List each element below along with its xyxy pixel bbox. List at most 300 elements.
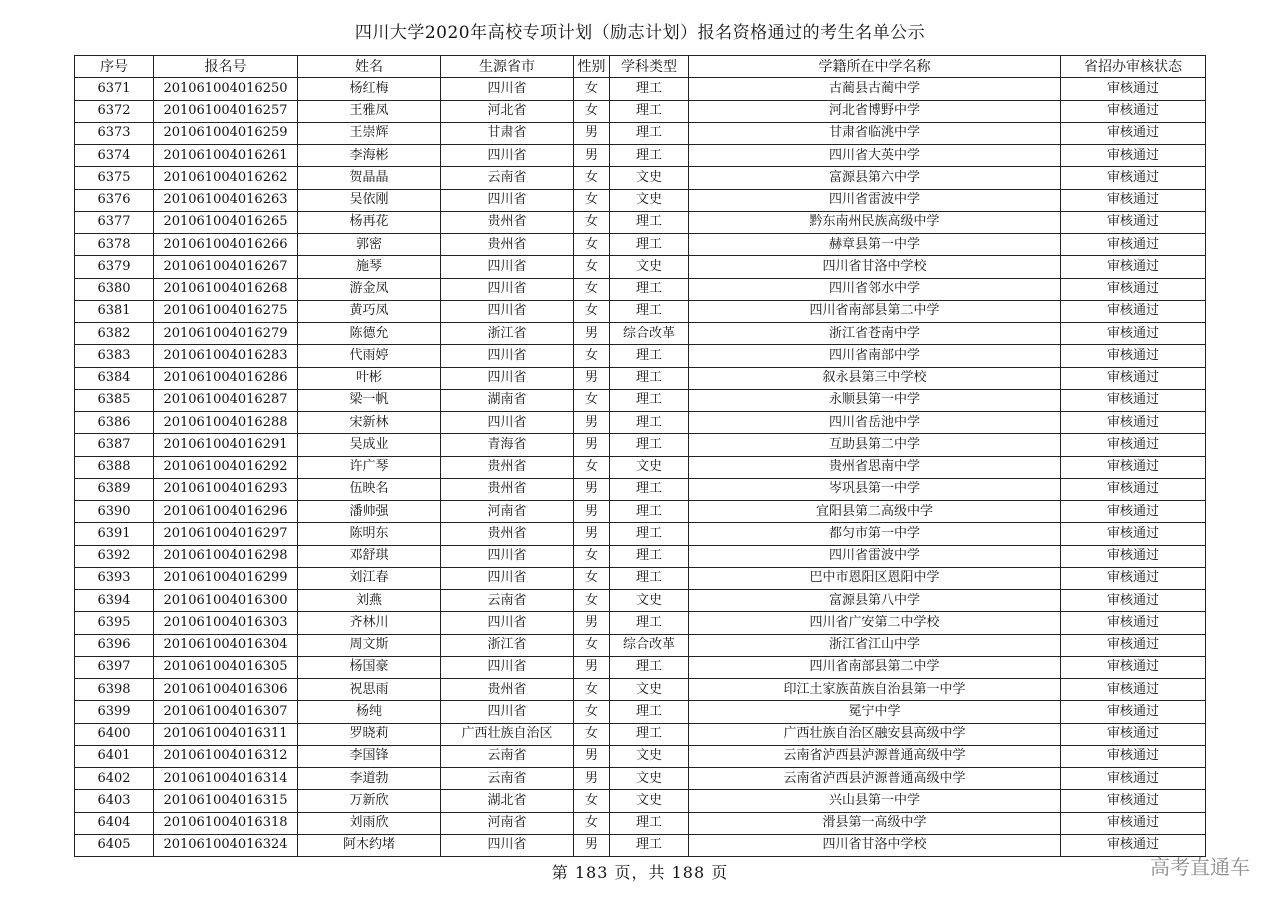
page-title: 四川大学2020年高校专项计划（励志计划）报名资格通过的考生名单公示 xyxy=(354,23,926,43)
col-registration-number-cell: 201061004016306 xyxy=(154,679,298,701)
col-review-status-cell: 审核通过 xyxy=(1061,723,1206,745)
col-subject-type-header: 学科类型 xyxy=(610,56,689,78)
col-subject-type-cell: 理工 xyxy=(610,122,689,144)
col-subject-type-cell: 理工 xyxy=(610,100,689,122)
col-subject-type-cell: 文史 xyxy=(610,768,689,790)
col-school-name-cell: 四川省甘洛中学校 xyxy=(689,834,1061,856)
col-index-cell: 6381 xyxy=(75,300,154,322)
table-row xyxy=(75,612,1206,634)
col-review-status-cell: 审核通过 xyxy=(1061,590,1206,612)
col-gender-cell: 女 xyxy=(574,300,610,322)
col-school-name-header: 学籍所在中学名称 xyxy=(689,56,1061,78)
col-registration-number-cell: 201061004016304 xyxy=(154,634,298,656)
col-origin-province-cell: 四川省 xyxy=(441,278,574,300)
table-row xyxy=(75,723,1206,745)
col-origin-province-cell: 四川省 xyxy=(441,300,574,322)
col-name-cell: 万新欣 xyxy=(298,790,441,812)
col-name-cell: 郭密 xyxy=(298,234,441,256)
col-gender-cell: 男 xyxy=(574,612,610,634)
col-subject-type-cell: 理工 xyxy=(610,78,689,100)
col-review-status-cell: 审核通过 xyxy=(1061,145,1206,167)
col-school-name-cell: 浙江省江山中学 xyxy=(689,634,1061,656)
col-subject-type-cell: 文史 xyxy=(610,256,689,278)
col-gender-cell: 女 xyxy=(574,634,610,656)
page-footer: 第 183 页，共 188 页 xyxy=(551,863,729,882)
col-index-cell: 6372 xyxy=(75,100,154,122)
col-subject-type-cell: 理工 xyxy=(610,234,689,256)
col-index-cell: 6386 xyxy=(75,412,154,434)
col-origin-province-cell: 四川省 xyxy=(441,545,574,567)
col-origin-province-cell: 四川省 xyxy=(441,256,574,278)
col-subject-type-cell: 理工 xyxy=(610,412,689,434)
col-origin-province-cell: 浙江省 xyxy=(441,323,574,345)
col-name-cell: 陈明东 xyxy=(298,523,441,545)
table-row xyxy=(75,745,1206,767)
col-name-cell: 刘江春 xyxy=(298,567,441,589)
col-review-status-cell: 审核通过 xyxy=(1061,834,1206,856)
col-school-name-cell: 永顺县第一中学 xyxy=(689,389,1061,411)
col-index-cell: 6398 xyxy=(75,679,154,701)
col-registration-number-cell: 201061004016293 xyxy=(154,478,298,500)
table-body xyxy=(75,78,1206,857)
col-subject-type-cell: 文史 xyxy=(610,745,689,767)
col-index-cell: 6388 xyxy=(75,456,154,478)
table-row xyxy=(75,256,1206,278)
table-row xyxy=(75,567,1206,589)
col-subject-type-cell: 理工 xyxy=(610,478,689,500)
col-subject-type-cell: 文史 xyxy=(610,456,689,478)
col-name-cell: 齐林川 xyxy=(298,612,441,634)
col-registration-number-cell: 201061004016307 xyxy=(154,701,298,723)
col-name-cell: 阿木约堵 xyxy=(298,834,441,856)
col-school-name-cell: 富源县第六中学 xyxy=(689,167,1061,189)
col-registration-number-cell: 201061004016292 xyxy=(154,456,298,478)
table-row xyxy=(75,523,1206,545)
col-index-cell: 6384 xyxy=(75,367,154,389)
col-school-name-cell: 河北省博野中学 xyxy=(689,100,1061,122)
col-registration-number-cell: 201061004016315 xyxy=(154,790,298,812)
col-school-name-cell: 四川省甘洛中学校 xyxy=(689,256,1061,278)
col-subject-type-cell: 综合改革 xyxy=(610,634,689,656)
table-row xyxy=(75,367,1206,389)
col-index-cell: 6391 xyxy=(75,523,154,545)
watermark: 高考直通车 xyxy=(1150,855,1250,879)
col-registration-number-cell: 201061004016275 xyxy=(154,300,298,322)
col-index-header: 序号 xyxy=(75,56,154,78)
col-review-status-cell: 审核通过 xyxy=(1061,412,1206,434)
col-gender-cell: 男 xyxy=(574,122,610,144)
col-review-status-cell: 审核通过 xyxy=(1061,256,1206,278)
col-index-cell: 6402 xyxy=(75,768,154,790)
col-review-status-cell: 审核通过 xyxy=(1061,612,1206,634)
col-name-header: 姓名 xyxy=(298,56,441,78)
col-school-name-cell: 四川省雷波中学 xyxy=(689,545,1061,567)
table-row xyxy=(75,501,1206,523)
col-review-status-cell: 审核通过 xyxy=(1061,634,1206,656)
table-row xyxy=(75,768,1206,790)
col-subject-type-cell: 理工 xyxy=(610,523,689,545)
col-name-cell: 杨红梅 xyxy=(298,78,441,100)
col-index-cell: 6380 xyxy=(75,278,154,300)
col-name-cell: 贺晶晶 xyxy=(298,167,441,189)
col-school-name-cell: 兴山县第一中学 xyxy=(689,790,1061,812)
col-gender-cell: 女 xyxy=(574,345,610,367)
col-subject-type-cell: 理工 xyxy=(610,300,689,322)
col-registration-number-cell: 201061004016311 xyxy=(154,723,298,745)
col-school-name-cell: 互助县第二中学 xyxy=(689,434,1061,456)
col-review-status-cell: 审核通过 xyxy=(1061,545,1206,567)
col-index-cell: 6394 xyxy=(75,590,154,612)
col-gender-cell: 女 xyxy=(574,278,610,300)
col-review-status-cell: 审核通过 xyxy=(1061,656,1206,678)
col-name-cell: 宋新林 xyxy=(298,412,441,434)
col-index-cell: 6375 xyxy=(75,167,154,189)
col-origin-province-cell: 广西壮族自治区 xyxy=(441,723,574,745)
col-name-cell: 李海彬 xyxy=(298,145,441,167)
col-subject-type-cell: 理工 xyxy=(610,567,689,589)
col-subject-type-cell: 理工 xyxy=(610,434,689,456)
col-registration-number-cell: 201061004016298 xyxy=(154,545,298,567)
col-origin-province-cell: 湖南省 xyxy=(441,389,574,411)
col-registration-number-cell: 201061004016287 xyxy=(154,389,298,411)
col-school-name-cell: 冕宁中学 xyxy=(689,701,1061,723)
col-subject-type-cell: 理工 xyxy=(610,345,689,367)
col-name-cell: 施琴 xyxy=(298,256,441,278)
col-origin-province-cell: 四川省 xyxy=(441,412,574,434)
col-subject-type-cell: 文史 xyxy=(610,590,689,612)
col-gender-cell: 女 xyxy=(574,679,610,701)
table-row xyxy=(75,234,1206,256)
col-school-name-cell: 广西壮族自治区融安县高级中学 xyxy=(689,723,1061,745)
col-name-cell: 吴成业 xyxy=(298,434,441,456)
col-registration-number-cell: 201061004016300 xyxy=(154,590,298,612)
col-registration-number-cell: 201061004016324 xyxy=(154,834,298,856)
col-name-cell: 刘燕 xyxy=(298,590,441,612)
col-origin-province-cell: 贵州省 xyxy=(441,523,574,545)
col-review-status-cell: 审核通过 xyxy=(1061,456,1206,478)
table-row xyxy=(75,167,1206,189)
col-school-name-cell: 都匀市第一中学 xyxy=(689,523,1061,545)
col-origin-province-cell: 河南省 xyxy=(441,501,574,523)
col-origin-province-cell: 湖北省 xyxy=(441,790,574,812)
col-name-cell: 王崇辉 xyxy=(298,122,441,144)
col-school-name-cell: 四川省岳池中学 xyxy=(689,412,1061,434)
col-name-cell: 陈德允 xyxy=(298,323,441,345)
col-gender-cell: 男 xyxy=(574,412,610,434)
col-subject-type-cell: 理工 xyxy=(610,545,689,567)
col-subject-type-cell: 理工 xyxy=(610,389,689,411)
col-subject-type-cell: 理工 xyxy=(610,145,689,167)
table-row xyxy=(75,300,1206,322)
table-row xyxy=(75,211,1206,233)
col-review-status-cell: 审核通过 xyxy=(1061,278,1206,300)
col-name-cell: 罗晓莉 xyxy=(298,723,441,745)
col-subject-type-cell: 理工 xyxy=(610,723,689,745)
col-gender-cell: 女 xyxy=(574,211,610,233)
col-origin-province-header: 生源省市 xyxy=(441,56,574,78)
table-row xyxy=(75,278,1206,300)
col-school-name-cell: 四川省邻水中学 xyxy=(689,278,1061,300)
col-school-name-cell: 四川省南部县第二中学 xyxy=(689,300,1061,322)
col-name-cell: 代雨婷 xyxy=(298,345,441,367)
col-origin-province-cell: 河南省 xyxy=(441,812,574,834)
col-index-cell: 6376 xyxy=(75,189,154,211)
col-school-name-cell: 黔东南州民族高级中学 xyxy=(689,211,1061,233)
col-name-cell: 周文斯 xyxy=(298,634,441,656)
col-origin-province-cell: 四川省 xyxy=(441,567,574,589)
col-review-status-cell: 审核通过 xyxy=(1061,523,1206,545)
col-index-cell: 6399 xyxy=(75,701,154,723)
col-school-name-cell: 甘肃省临洮中学 xyxy=(689,122,1061,144)
col-school-name-cell: 浙江省苍南中学 xyxy=(689,323,1061,345)
col-gender-cell: 女 xyxy=(574,723,610,745)
col-registration-number-cell: 201061004016291 xyxy=(154,434,298,456)
col-name-cell: 游金凤 xyxy=(298,278,441,300)
col-registration-number-cell: 201061004016299 xyxy=(154,567,298,589)
col-origin-province-cell: 贵州省 xyxy=(441,456,574,478)
col-review-status-cell: 审核通过 xyxy=(1061,812,1206,834)
col-subject-type-cell: 文史 xyxy=(610,679,689,701)
col-index-cell: 6382 xyxy=(75,323,154,345)
table-row xyxy=(75,812,1206,834)
col-school-name-cell: 富源县第八中学 xyxy=(689,590,1061,612)
col-school-name-cell: 四川省雷波中学 xyxy=(689,189,1061,211)
col-origin-province-cell: 四川省 xyxy=(441,367,574,389)
table-row xyxy=(75,679,1206,701)
col-index-cell: 6379 xyxy=(75,256,154,278)
col-subject-type-cell: 理工 xyxy=(610,701,689,723)
col-index-cell: 6383 xyxy=(75,345,154,367)
col-index-cell: 6385 xyxy=(75,389,154,411)
col-name-cell: 伍映名 xyxy=(298,478,441,500)
col-school-name-cell: 印江土家族苗族自治县第一中学 xyxy=(689,679,1061,701)
col-name-cell: 祝思雨 xyxy=(298,679,441,701)
col-subject-type-cell: 理工 xyxy=(610,367,689,389)
table-row xyxy=(75,389,1206,411)
col-school-name-cell: 叙永县第三中学校 xyxy=(689,367,1061,389)
table-row xyxy=(75,145,1206,167)
col-gender-cell: 女 xyxy=(574,456,610,478)
col-gender-cell: 女 xyxy=(574,590,610,612)
col-origin-province-cell: 四川省 xyxy=(441,656,574,678)
table-row xyxy=(75,122,1206,144)
col-registration-number-cell: 201061004016261 xyxy=(154,145,298,167)
col-origin-province-cell: 青海省 xyxy=(441,434,574,456)
table-row xyxy=(75,590,1206,612)
col-review-status-header: 省招办审核状态 xyxy=(1061,56,1206,78)
col-index-cell: 6374 xyxy=(75,145,154,167)
col-registration-number-cell: 201061004016297 xyxy=(154,523,298,545)
col-index-cell: 6397 xyxy=(75,656,154,678)
col-registration-number-cell: 201061004016268 xyxy=(154,278,298,300)
col-subject-type-cell: 理工 xyxy=(610,812,689,834)
col-school-name-cell: 古蔺县古蔺中学 xyxy=(689,78,1061,100)
col-gender-cell: 女 xyxy=(574,167,610,189)
col-gender-cell: 女 xyxy=(574,812,610,834)
col-origin-province-cell: 四川省 xyxy=(441,701,574,723)
col-origin-province-cell: 云南省 xyxy=(441,167,574,189)
table-row xyxy=(75,78,1206,100)
col-registration-number-cell: 201061004016286 xyxy=(154,367,298,389)
table-row xyxy=(75,189,1206,211)
table-row xyxy=(75,790,1206,812)
col-registration-number-header: 报名号 xyxy=(154,56,298,78)
col-origin-province-cell: 贵州省 xyxy=(441,679,574,701)
col-registration-number-cell: 201061004016262 xyxy=(154,167,298,189)
col-registration-number-cell: 201061004016267 xyxy=(154,256,298,278)
col-name-cell: 潘帅强 xyxy=(298,501,441,523)
col-review-status-cell: 审核通过 xyxy=(1061,745,1206,767)
col-review-status-cell: 审核通过 xyxy=(1061,701,1206,723)
col-school-name-cell: 四川省南部中学 xyxy=(689,345,1061,367)
col-gender-cell: 男 xyxy=(574,478,610,500)
col-review-status-cell: 审核通过 xyxy=(1061,367,1206,389)
col-origin-province-cell: 贵州省 xyxy=(441,478,574,500)
col-gender-cell: 男 xyxy=(574,656,610,678)
col-gender-cell: 女 xyxy=(574,234,610,256)
col-subject-type-cell: 理工 xyxy=(610,834,689,856)
col-subject-type-cell: 文史 xyxy=(610,790,689,812)
col-review-status-cell: 审核通过 xyxy=(1061,122,1206,144)
col-school-name-cell: 云南省泸西县泸源普通高级中学 xyxy=(689,768,1061,790)
col-index-cell: 6390 xyxy=(75,501,154,523)
col-origin-province-cell: 四川省 xyxy=(441,78,574,100)
col-origin-province-cell: 四川省 xyxy=(441,834,574,856)
col-subject-type-cell: 综合改革 xyxy=(610,323,689,345)
table-row xyxy=(75,345,1206,367)
col-name-cell: 梁一帆 xyxy=(298,389,441,411)
col-name-cell: 吴依刚 xyxy=(298,189,441,211)
col-origin-province-cell: 河北省 xyxy=(441,100,574,122)
col-gender-cell: 女 xyxy=(574,256,610,278)
col-index-cell: 6377 xyxy=(75,211,154,233)
col-review-status-cell: 审核通过 xyxy=(1061,478,1206,500)
table-row xyxy=(75,434,1206,456)
col-origin-province-cell: 贵州省 xyxy=(441,211,574,233)
candidate-table xyxy=(74,55,1206,857)
col-origin-province-cell: 四川省 xyxy=(441,612,574,634)
col-index-cell: 6387 xyxy=(75,434,154,456)
col-name-cell: 刘雨欣 xyxy=(298,812,441,834)
col-origin-province-cell: 四川省 xyxy=(441,345,574,367)
col-gender-cell: 女 xyxy=(574,790,610,812)
col-name-cell: 杨再花 xyxy=(298,211,441,233)
col-registration-number-cell: 201061004016279 xyxy=(154,323,298,345)
col-registration-number-cell: 201061004016296 xyxy=(154,501,298,523)
col-gender-cell: 男 xyxy=(574,834,610,856)
col-school-name-cell: 四川省大英中学 xyxy=(689,145,1061,167)
col-school-name-cell: 四川省南部县第二中学 xyxy=(689,656,1061,678)
col-name-cell: 许广琴 xyxy=(298,456,441,478)
col-gender-cell: 女 xyxy=(574,389,610,411)
col-subject-type-cell: 理工 xyxy=(610,656,689,678)
col-registration-number-cell: 201061004016259 xyxy=(154,122,298,144)
col-origin-province-cell: 云南省 xyxy=(441,590,574,612)
col-review-status-cell: 审核通过 xyxy=(1061,167,1206,189)
col-index-cell: 6393 xyxy=(75,567,154,589)
col-gender-cell: 女 xyxy=(574,567,610,589)
col-origin-province-cell: 甘肃省 xyxy=(441,122,574,144)
col-review-status-cell: 审核通过 xyxy=(1061,679,1206,701)
col-origin-province-cell: 云南省 xyxy=(441,768,574,790)
col-review-status-cell: 审核通过 xyxy=(1061,300,1206,322)
col-name-cell: 杨国豪 xyxy=(298,656,441,678)
col-review-status-cell: 审核通过 xyxy=(1061,501,1206,523)
col-gender-header: 性别 xyxy=(574,56,610,78)
col-index-cell: 6392 xyxy=(75,545,154,567)
col-review-status-cell: 审核通过 xyxy=(1061,345,1206,367)
col-registration-number-cell: 201061004016303 xyxy=(154,612,298,634)
table-row xyxy=(75,656,1206,678)
col-index-cell: 6395 xyxy=(75,612,154,634)
col-origin-province-cell: 四川省 xyxy=(441,189,574,211)
col-index-cell: 6400 xyxy=(75,723,154,745)
col-subject-type-cell: 理工 xyxy=(610,612,689,634)
col-school-name-cell: 贵州省思南中学 xyxy=(689,456,1061,478)
col-registration-number-cell: 201061004016288 xyxy=(154,412,298,434)
col-subject-type-cell: 理工 xyxy=(610,211,689,233)
col-registration-number-cell: 201061004016314 xyxy=(154,768,298,790)
col-review-status-cell: 审核通过 xyxy=(1061,189,1206,211)
col-index-cell: 6378 xyxy=(75,234,154,256)
col-index-cell: 6389 xyxy=(75,478,154,500)
col-index-cell: 6373 xyxy=(75,122,154,144)
col-registration-number-cell: 201061004016318 xyxy=(154,812,298,834)
col-name-cell: 李道勃 xyxy=(298,768,441,790)
col-gender-cell: 女 xyxy=(574,545,610,567)
col-gender-cell: 男 xyxy=(574,145,610,167)
col-registration-number-cell: 201061004016283 xyxy=(154,345,298,367)
col-school-name-cell: 四川省广安第二中学校 xyxy=(689,612,1061,634)
col-subject-type-cell: 文史 xyxy=(610,189,689,211)
col-review-status-cell: 审核通过 xyxy=(1061,768,1206,790)
col-school-name-cell: 赫章县第一中学 xyxy=(689,234,1061,256)
col-gender-cell: 女 xyxy=(574,78,610,100)
col-gender-cell: 男 xyxy=(574,768,610,790)
table-row xyxy=(75,701,1206,723)
col-registration-number-cell: 201061004016312 xyxy=(154,745,298,767)
col-school-name-cell: 云南省泸西县泸源普通高级中学 xyxy=(689,745,1061,767)
table-row xyxy=(75,412,1206,434)
col-review-status-cell: 审核通过 xyxy=(1061,100,1206,122)
col-origin-province-cell: 浙江省 xyxy=(441,634,574,656)
col-school-name-cell: 滑县第一高级中学 xyxy=(689,812,1061,834)
table-row xyxy=(75,323,1206,345)
col-subject-type-cell: 文史 xyxy=(610,167,689,189)
col-review-status-cell: 审核通过 xyxy=(1061,323,1206,345)
col-review-status-cell: 审核通过 xyxy=(1061,78,1206,100)
col-origin-province-cell: 四川省 xyxy=(441,145,574,167)
col-index-cell: 6401 xyxy=(75,745,154,767)
col-registration-number-cell: 201061004016265 xyxy=(154,211,298,233)
col-review-status-cell: 审核通过 xyxy=(1061,434,1206,456)
table-row xyxy=(75,456,1206,478)
col-gender-cell: 女 xyxy=(574,701,610,723)
col-registration-number-cell: 201061004016257 xyxy=(154,100,298,122)
table-row xyxy=(75,545,1206,567)
col-review-status-cell: 审核通过 xyxy=(1061,234,1206,256)
col-review-status-cell: 审核通过 xyxy=(1061,389,1206,411)
col-registration-number-cell: 201061004016305 xyxy=(154,656,298,678)
col-index-cell: 6404 xyxy=(75,812,154,834)
col-origin-province-cell: 贵州省 xyxy=(441,234,574,256)
col-index-cell: 6405 xyxy=(75,834,154,856)
table-header-row xyxy=(75,56,1206,78)
col-school-name-cell: 岑巩县第一中学 xyxy=(689,478,1061,500)
col-gender-cell: 男 xyxy=(574,745,610,767)
col-school-name-cell: 宜阳县第二高级中学 xyxy=(689,501,1061,523)
col-index-cell: 6371 xyxy=(75,78,154,100)
